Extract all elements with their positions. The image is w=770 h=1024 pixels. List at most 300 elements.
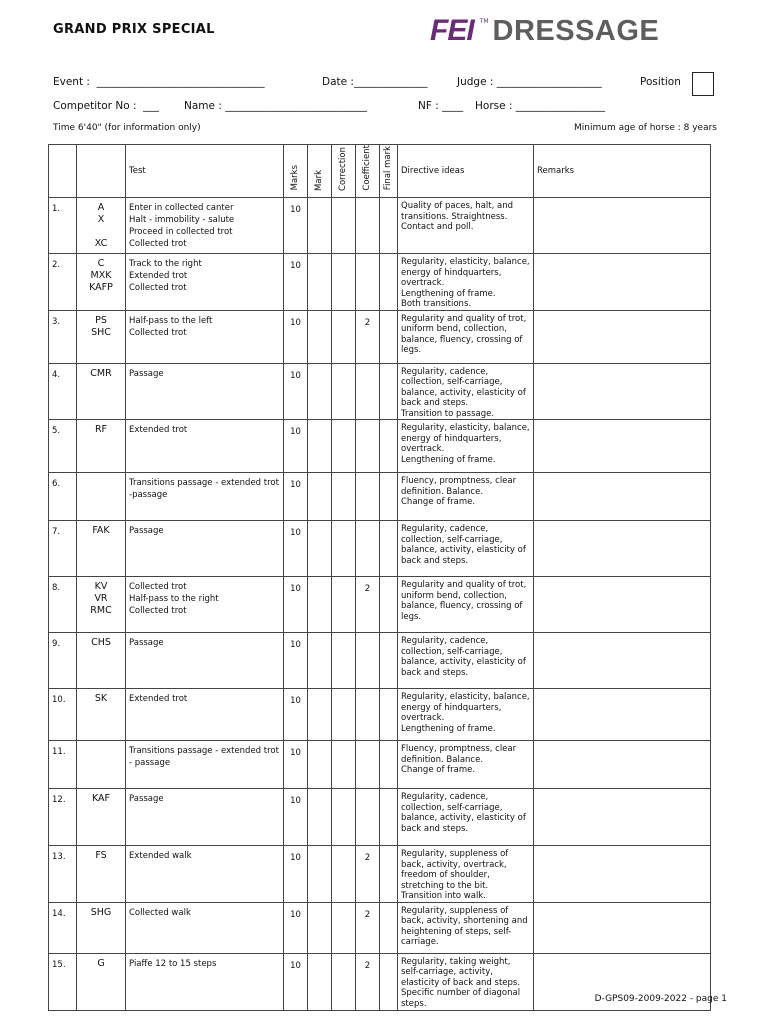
text-line: overtrack. [401,713,445,724]
text-line: balance, activity, elasticity of [401,545,526,556]
text-line: Fluency, promptness, clear [401,476,517,487]
header-number [49,145,77,198]
text-line: Regularity and quality of trot, [401,580,527,591]
text-line: RF [94,424,108,436]
final-mark-input-cell[interactable] [380,953,398,1010]
text-line: Both transitions. [401,299,472,310]
directive-ideas [398,521,534,577]
movement-number: 3. [49,310,77,363]
max-marks: 10 [284,198,308,254]
text-line [77,477,125,489]
text-line: Track to the right [129,259,202,270]
directive-ideas [398,420,534,473]
table-row [49,577,711,633]
directive-ideas [398,577,534,633]
table-row [49,420,711,473]
mark-input-cell[interactable] [308,577,332,633]
mark-input-cell[interactable] [308,741,332,789]
table-row [49,902,711,953]
final-mark-input-cell[interactable] [380,420,398,473]
text-line: RMC [90,605,112,617]
remarks-input-cell[interactable] [534,789,711,846]
coefficient-cell [356,741,380,789]
mark-input-cell[interactable] [308,363,332,420]
max-marks: 10 [284,741,308,789]
arena-letters [77,902,126,953]
remarks-input-cell[interactable] [534,846,711,903]
text-line: Lengthening of frame. [401,723,496,734]
table-header-row [49,145,711,198]
correction-input-cell[interactable] [332,953,356,1010]
remarks-input-cell[interactable] [534,689,711,741]
text-line: Extended walk [129,851,192,862]
text-line: Regularity, elasticity, balance, [401,423,530,434]
text-line: Enter in collected canter [129,203,234,214]
text-line: stretching to the bit. [401,880,489,891]
test-description [126,420,284,473]
movement-number: 5. [49,420,77,473]
text-line: Halt - immobility - salute [129,215,235,226]
table-row [49,521,711,577]
text-line: collection, self-carriage, [401,377,503,388]
final-mark-input-cell[interactable] [380,902,398,953]
correction-input-cell[interactable] [332,741,356,789]
text-line: balance, activity, elasticity of [401,813,526,824]
arena-letters [77,689,126,741]
text-line: uniform bend, collection, [401,324,507,335]
max-marks: 10 [284,902,308,953]
directive-ideas [398,789,534,846]
text-line: XC [94,238,108,250]
header-remarks: Remarks [534,145,711,198]
mark-input-cell[interactable] [308,689,332,741]
arena-letters [77,254,126,311]
text-line: Extended trot [129,694,188,705]
arena-letters [77,846,126,903]
final-mark-input-cell[interactable] [380,846,398,903]
coefficient-cell [356,789,380,846]
correction-input-cell[interactable] [332,846,356,903]
mark-input-cell[interactable] [308,789,332,846]
remarks-input-cell[interactable] [534,577,711,633]
text-line: Collected trot [129,239,187,250]
text-line: Collected trot [129,283,187,294]
text-line: back, activity, overtrack, [401,859,507,870]
text-line: freedom of shoulder, [401,870,490,881]
text-line: CMR [90,367,112,379]
text-line: definition. Balance. [401,486,484,497]
text-line: FS [95,850,107,862]
text-line: Passage [129,794,164,805]
text-line: back and steps. [401,398,469,409]
text-line: SHC [91,326,111,338]
arena-letters [77,577,126,633]
text-line: Lengthening of frame. [401,454,496,465]
text-line [77,745,125,757]
coefficient-cell [356,254,380,311]
text-line: Contact and poll. [401,222,474,233]
table-row [49,846,711,903]
coefficient-cell: 2 [356,846,380,903]
directive-ideas [398,254,534,311]
text-line: overtrack. [401,444,445,455]
header-movement [77,145,126,198]
table-row [49,473,711,521]
text-line: balance, activity, elasticity of [401,387,526,398]
max-marks: 10 [284,846,308,903]
text-line: overtrack. [401,278,445,289]
judge-field[interactable]: Judge : ____________________ [457,76,602,88]
page-footer: D-GPS09-2009-2022 - page 1 [594,994,727,1004]
score-sheet-table [48,144,711,1011]
max-marks: 10 [284,577,308,633]
text-line: Change of frame. [401,497,476,508]
final-mark-input-cell[interactable] [380,689,398,741]
horse-field[interactable]: Horse : _________________ [475,100,606,112]
text-line: Regularity, taking weight, [401,956,511,967]
header-correction: Correction [332,145,356,198]
text-line: balance, fluency, crossing of [401,334,523,345]
movement-number: 13. [49,846,77,903]
correction-input-cell[interactable] [332,198,356,254]
final-mark-input-cell[interactable] [380,633,398,689]
text-line: Half-pass to the left [129,315,213,326]
correction-input-cell[interactable] [332,310,356,363]
mark-input-cell[interactable] [308,473,332,521]
text-line: collection, self-carriage, [401,534,503,545]
text-line: steps. [401,998,427,1009]
mark-input-cell[interactable] [308,198,332,254]
directive-ideas [398,846,534,903]
text-line: Regularity, cadence, [401,792,489,803]
text-line: collection, self-carriage, [401,646,503,657]
text-line: Collected trot [129,327,187,338]
test-description [126,846,284,903]
rider-name-field[interactable]: Name : ___________________________ [184,100,367,112]
header-final-mark: Final mark [380,145,398,198]
movement-number: 10. [49,689,77,741]
text-line: Collected walk [129,907,191,918]
movement-number: 4. [49,363,77,420]
text-line: uniform bend, collection, [401,590,507,601]
coefficient-cell [356,521,380,577]
text-line: - passage [129,758,171,769]
table-row [49,198,711,254]
table-row [49,310,711,363]
arena-letters [77,741,126,789]
directive-ideas [398,473,534,521]
directive-ideas [398,363,534,420]
text-line: SHG [90,906,112,918]
table-row [49,363,711,420]
max-marks: 10 [284,953,308,1010]
movement-number: 9. [49,633,77,689]
text-line: legs. [401,611,422,622]
movement-number: 14. [49,902,77,953]
coefficient-cell: 2 [356,902,380,953]
final-mark-input-cell[interactable] [380,254,398,311]
correction-input-cell[interactable] [332,254,356,311]
correction-input-cell[interactable] [332,473,356,521]
text-line: Extended trot [129,425,188,436]
remarks-input-cell[interactable] [534,473,711,521]
correction-input-cell[interactable] [332,902,356,953]
header-marks: Marks [284,145,308,198]
text-line: balance, activity, elasticity of [401,657,526,668]
test-description [126,363,284,420]
header-coefficient: Coefficient [356,145,380,198]
max-marks: 10 [284,420,308,473]
coefficient-cell: 2 [356,310,380,363]
position-label: Position [640,76,681,88]
logo-fei-text: FEI [430,14,474,47]
text-line: KV [94,581,108,593]
test-description [126,789,284,846]
event-field[interactable]: Event : ________________________________ [53,76,265,88]
text-line: energy of hindquarters, [401,702,502,713]
mark-input-cell[interactable] [308,953,332,1010]
text-line: collection, self-carriage, [401,802,503,813]
text-line: Transition into walk. [401,891,486,902]
text-line: MXK [90,270,112,282]
text-line: back and steps. [401,823,469,834]
max-marks: 10 [284,473,308,521]
text-line: Regularity, elasticity, balance, [401,692,530,703]
final-mark-input-cell[interactable] [380,577,398,633]
correction-input-cell[interactable] [332,633,356,689]
text-line: energy of hindquarters, [401,267,502,278]
movement-number: 8. [49,577,77,633]
mark-input-cell[interactable] [308,310,332,363]
minimum-horse-age-note: Minimum age of horse : 8 years [574,123,717,133]
coefficient-cell: 2 [356,953,380,1010]
test-description [126,633,284,689]
arena-letters [77,953,126,1010]
text-line: -passage [129,490,168,501]
max-marks: 10 [284,363,308,420]
text-line: self-carriage, activity, [401,967,493,978]
directive-ideas [398,953,534,1010]
mark-input-cell[interactable] [308,254,332,311]
nf-field[interactable]: NF : ____ [418,100,464,112]
text-line: PS [95,314,107,326]
text-line: definition. Balance. [401,754,484,765]
remarks-input-cell[interactable] [534,902,711,953]
remarks-input-cell[interactable] [534,310,711,363]
text-line: VR [94,593,108,605]
remarks-input-cell[interactable] [534,633,711,689]
remarks-input-cell[interactable] [534,420,711,473]
logo-trademark: TM [479,18,489,25]
test-description [126,689,284,741]
remarks-input-cell[interactable] [534,198,711,254]
movement-number: 12. [49,789,77,846]
arena-letters [77,789,126,846]
text-line: heightening of steps, self- [401,926,512,937]
text-line: Proceed in collected trot [129,227,233,238]
text-line [77,226,125,238]
text-line: Regularity, cadence, [401,636,489,647]
text-line: Piaffe 12 to 15 steps [129,958,217,969]
page-title: GRAND PRIX SPECIAL [53,22,215,37]
movement-number: 2. [49,254,77,311]
directive-ideas [398,741,534,789]
mark-input-cell[interactable] [308,521,332,577]
logo-dressage-text: DRESSAGE [492,14,660,47]
remarks-input-cell[interactable] [534,521,711,577]
arena-letters [77,521,126,577]
directive-ideas [398,310,534,363]
text-line: back, activity, shortening and [401,916,528,927]
text-line: Regularity, elasticity, balance, [401,257,530,268]
text-line: Change of frame. [401,765,476,776]
table-row [49,254,711,311]
test-description [126,902,284,953]
text-line: KAFP [89,282,113,294]
max-marks: 10 [284,254,308,311]
coefficient-cell [356,198,380,254]
max-marks: 10 [284,789,308,846]
text-line: Fluency, promptness, clear [401,744,517,755]
test-description [126,741,284,789]
table-row [49,741,711,789]
arena-letters [77,633,126,689]
final-mark-input-cell[interactable] [380,310,398,363]
table-row [49,789,711,846]
position-checkbox[interactable] [692,72,714,96]
text-line: Transition to passage. [401,408,495,419]
test-description [126,198,284,254]
test-description [126,473,284,521]
text-line: Transitions passage - extended trot [129,746,279,757]
text-line: CHS [91,637,111,649]
text-line: Extended trot [129,271,188,282]
remarks-input-cell[interactable] [534,363,711,420]
test-description [126,577,284,633]
final-mark-input-cell[interactable] [380,521,398,577]
max-marks: 10 [284,310,308,363]
text-line: carriage. [401,937,439,948]
text-line: Regularity and quality of trot, [401,313,527,324]
coefficient-cell [356,689,380,741]
final-mark-input-cell[interactable] [380,363,398,420]
text-line: Regularity, cadence, [401,524,489,535]
max-marks: 10 [284,689,308,741]
text-line: balance, fluency, crossing of [401,601,523,612]
text-line: legs. [401,345,422,356]
text-line: SK [94,693,108,705]
header-test: Test [126,145,284,198]
test-time-note: Time 6'40" (for information only) [53,123,201,133]
final-mark-input-cell[interactable] [380,789,398,846]
fei-dressage-logo [430,14,659,48]
final-mark-input-cell[interactable] [380,741,398,789]
test-description [126,521,284,577]
text-line: Regularity, suppleness of [401,849,509,860]
coefficient-cell [356,363,380,420]
text-line: C [97,258,105,270]
text-line: Quality of paces, halt, and [401,201,513,212]
mark-input-cell[interactable] [308,846,332,903]
max-marks: 10 [284,521,308,577]
text-line: Collected trot [129,606,187,617]
text-line: back and steps. [401,555,469,566]
date-field[interactable]: Date :______________ [322,76,428,88]
text-line: Collected trot [129,582,187,593]
arena-letters [77,420,126,473]
arena-letters [77,473,126,521]
table-row [49,689,711,741]
remarks-input-cell[interactable] [534,254,711,311]
correction-input-cell[interactable] [332,577,356,633]
test-description [126,310,284,363]
text-line: KAF [91,793,111,805]
text-line: Lengthening of frame. [401,288,496,299]
directive-ideas [398,198,534,254]
header-directive-ideas: Directive ideas [398,145,534,198]
movement-number: 1. [49,198,77,254]
max-marks: 10 [284,633,308,689]
text-line: Regularity, cadence, [401,366,489,377]
text-line: FAK [92,525,110,537]
remarks-input-cell[interactable] [534,741,711,789]
competitor-number-field[interactable]: Competitor No : ___ [53,100,159,112]
text-line: G [97,957,105,969]
table-row [49,633,711,689]
movement-number: 15. [49,953,77,1010]
final-mark-input-cell[interactable] [380,198,398,254]
header-mark: Mark [308,145,332,198]
directive-ideas [398,633,534,689]
final-mark-input-cell[interactable] [380,473,398,521]
text-line: Regularity, suppleness of [401,905,509,916]
arena-letters [77,198,126,254]
text-line: back and steps. [401,667,469,678]
text-line: Specific number of diagonal [401,988,521,999]
mark-input-cell[interactable] [308,420,332,473]
text-line: Half-pass to the right [129,594,219,605]
test-description [126,254,284,311]
correction-input-cell[interactable] [332,363,356,420]
correction-input-cell[interactable] [332,689,356,741]
test-description [126,953,284,1010]
movement-number: 7. [49,521,77,577]
text-line: Transitions passage - extended trot [129,478,279,489]
directive-ideas [398,689,534,741]
text-line: Passage [129,638,164,649]
coefficient-cell [356,633,380,689]
movement-number: 6. [49,473,77,521]
text-line: Passage [129,526,164,537]
coefficient-cell [356,420,380,473]
text-line: Passage [129,368,164,379]
correction-input-cell[interactable] [332,420,356,473]
coefficient-cell: 2 [356,577,380,633]
text-line: elasticity of back and steps. [401,977,521,988]
mark-input-cell[interactable] [308,902,332,953]
movement-number: 11. [49,741,77,789]
directive-ideas [398,902,534,953]
text-line: energy of hindquarters, [401,433,502,444]
text-line: transitions. Straightness. [401,211,508,222]
correction-input-cell[interactable] [332,521,356,577]
arena-letters [77,310,126,363]
correction-input-cell[interactable] [332,789,356,846]
mark-input-cell[interactable] [308,633,332,689]
text-line: A [97,202,105,214]
text-line: X [97,214,105,226]
coefficient-cell [356,473,380,521]
